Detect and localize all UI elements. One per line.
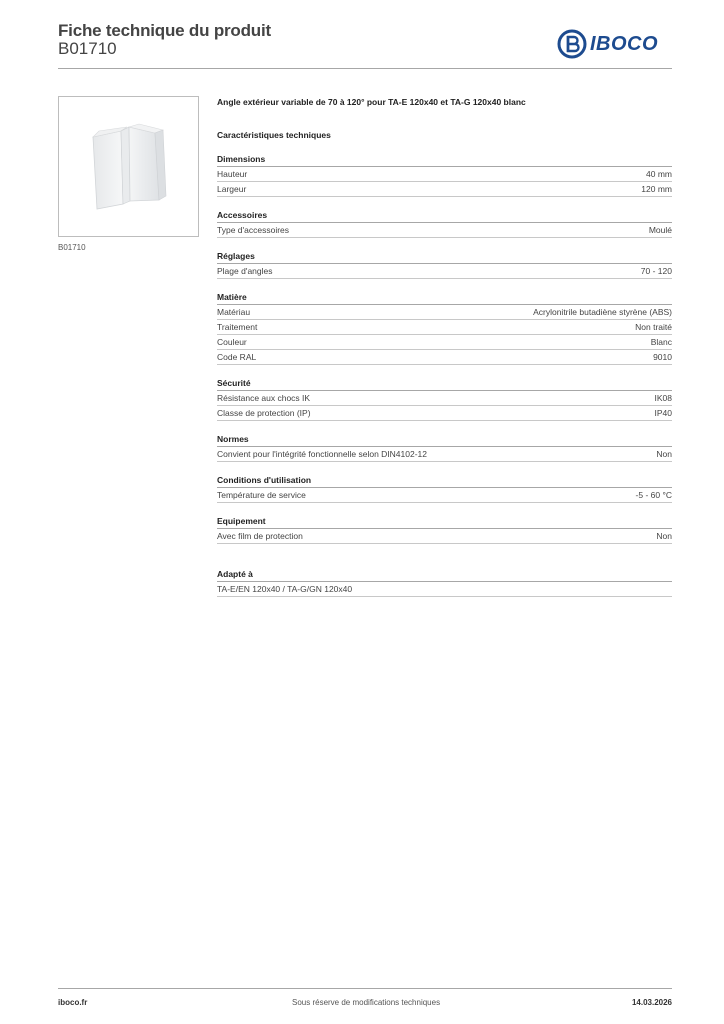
spec-group-title: Conditions d'utilisation bbox=[217, 474, 672, 488]
spec-group-title: Accessoires bbox=[217, 209, 672, 223]
section-title: Caractéristiques techniques bbox=[217, 130, 331, 140]
brand-logo bbox=[557, 29, 658, 59]
spec-group bbox=[217, 250, 672, 279]
spec-label: Code RAL bbox=[217, 352, 257, 362]
product-code: B01710 bbox=[58, 39, 117, 58]
spec-row bbox=[217, 335, 672, 350]
spec-value: Blanc bbox=[650, 337, 672, 347]
spec-label: Température de service bbox=[217, 490, 306, 500]
spec-label: Matériau bbox=[217, 307, 251, 317]
spec-value: -5 - 60 °C bbox=[635, 490, 672, 500]
footer-divider bbox=[58, 988, 672, 989]
product-title: Angle extérieur variable de 70 à 120° pour TA-E 120x40 et TA-G 120x40 blanc bbox=[217, 97, 526, 107]
spec-group bbox=[217, 209, 672, 238]
spec-group bbox=[217, 474, 672, 503]
spec-row bbox=[217, 320, 672, 335]
spec-value: Acrylonitrile butadiène styrène (ABS) bbox=[533, 307, 672, 317]
spec-label: Avec film de protection bbox=[217, 531, 303, 541]
spec-row bbox=[217, 182, 672, 197]
spec-row bbox=[217, 264, 672, 279]
spec-value: Non bbox=[656, 531, 672, 541]
spec-value: 120 mm bbox=[641, 184, 672, 194]
product-image bbox=[58, 96, 199, 237]
footer-website: iboco.fr bbox=[58, 998, 88, 1007]
spec-group-title: Normes bbox=[217, 433, 672, 447]
spec-group bbox=[217, 515, 672, 544]
spec-group-title: Dimensions bbox=[217, 153, 672, 167]
spec-group bbox=[217, 153, 672, 197]
image-caption: B01710 bbox=[58, 243, 86, 252]
spec-row bbox=[217, 529, 672, 544]
spec-group-title: Sécurité bbox=[217, 377, 672, 391]
spec-label: Type d'accessoires bbox=[217, 225, 290, 235]
spec-row bbox=[217, 167, 672, 182]
spec-label: Couleur bbox=[217, 337, 247, 347]
spec-value: IK08 bbox=[654, 393, 672, 403]
spec-group bbox=[217, 433, 672, 462]
logo-text: IBOCO bbox=[590, 32, 659, 55]
spec-label: Hauteur bbox=[217, 169, 248, 179]
footer-date: 14.03.2026 bbox=[631, 998, 672, 1007]
spec-value: Moulé bbox=[648, 225, 672, 235]
spec-label: Résistance aux chocs IK bbox=[217, 393, 311, 403]
spec-value: 40 mm bbox=[646, 169, 672, 179]
spec-row bbox=[217, 350, 672, 365]
spec-value: IP40 bbox=[654, 408, 672, 418]
spec-row bbox=[217, 406, 672, 421]
spec-row bbox=[217, 447, 672, 462]
spec-row bbox=[217, 488, 672, 503]
spec-group bbox=[217, 377, 672, 421]
spec-value: Non traité bbox=[635, 322, 672, 332]
page-title: Fiche technique du produit bbox=[58, 21, 271, 40]
compatibility-section bbox=[217, 568, 672, 597]
spec-label: Convient pour l'intégrité fonctionnelle selon DIN4102-12 bbox=[217, 449, 428, 459]
compatibility-title: Adapté à bbox=[217, 568, 672, 582]
compatibility-value: TA-E/EN 120x40 / TA-G/GN 120x40 bbox=[217, 582, 672, 597]
spec-label: Classe de protection (IP) bbox=[217, 408, 311, 418]
spec-label: Plage d'angles bbox=[217, 266, 273, 276]
spec-group-title: Réglages bbox=[217, 250, 672, 264]
spec-group bbox=[217, 291, 672, 365]
spec-value: Non bbox=[656, 449, 672, 459]
footer-note: Sous réserve de modifications techniques bbox=[292, 998, 441, 1007]
spec-value: 70 - 120 bbox=[640, 266, 672, 276]
spec-value: 9010 bbox=[653, 352, 672, 362]
spec-row bbox=[217, 305, 672, 320]
spec-label: Largeur bbox=[217, 184, 247, 194]
spec-group-title: Matière bbox=[217, 291, 672, 305]
product-photo-icon bbox=[59, 97, 198, 236]
header-divider bbox=[58, 68, 672, 69]
product-details bbox=[217, 96, 672, 597]
spec-row bbox=[217, 223, 672, 238]
spec-groups bbox=[217, 153, 672, 544]
spec-label: Traitement bbox=[217, 322, 258, 332]
spec-group-title: Equipement bbox=[217, 515, 672, 529]
logo-emblem-icon bbox=[557, 29, 587, 59]
spec-row bbox=[217, 391, 672, 406]
